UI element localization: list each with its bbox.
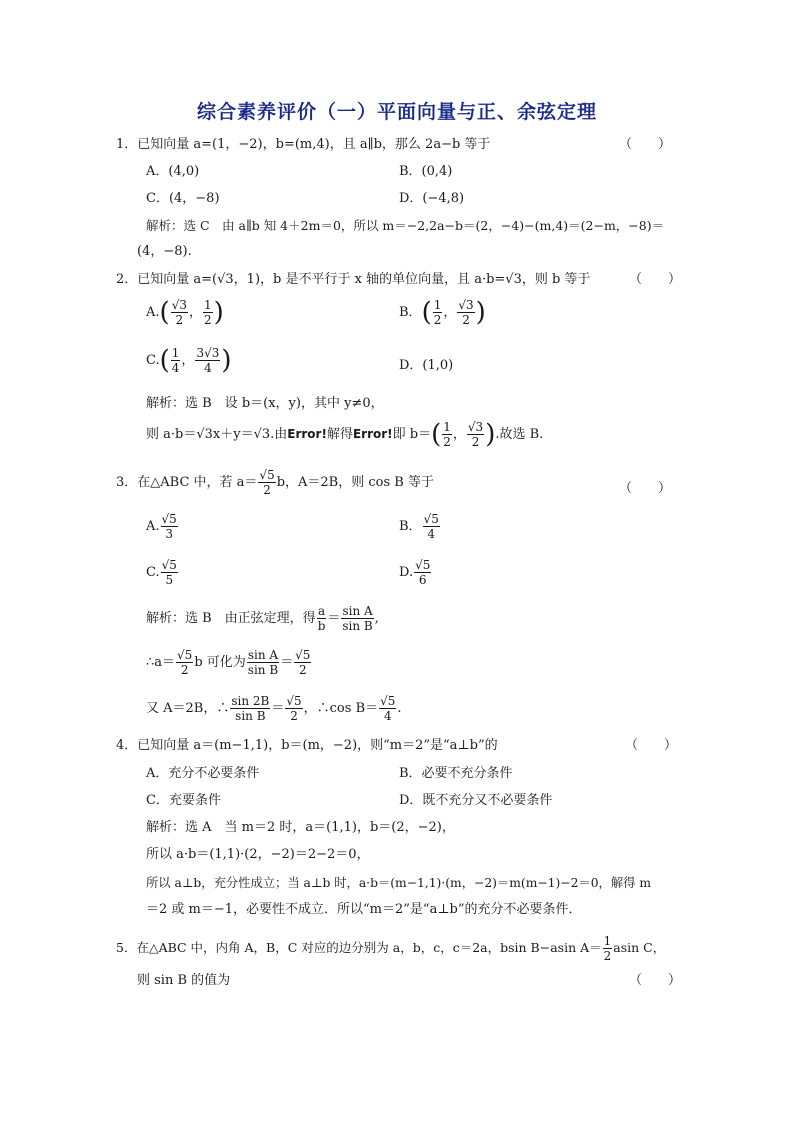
error-placeholder: Error! (287, 427, 327, 441)
numerator: √5 (161, 512, 177, 526)
numerator: √5 (259, 468, 275, 482)
numerator: √5 (380, 694, 396, 708)
fraction (161, 512, 178, 541)
denominator: 2 (175, 313, 184, 327)
numerator: √5 (161, 558, 177, 572)
fraction (603, 934, 613, 963)
fraction (379, 694, 396, 723)
numerator: 1 (171, 346, 180, 360)
fraction (176, 648, 193, 677)
q4-option-d: D．既不充分又不必要条件 (399, 793, 553, 808)
solution-text: 解得 (326, 427, 353, 442)
denominator: 4 (171, 361, 180, 375)
answer-blank-5: （ ） (629, 973, 682, 988)
denominator: 2 (203, 313, 212, 327)
numerator: sin A (247, 648, 279, 662)
fraction (161, 558, 178, 587)
numerator: √5 (286, 694, 302, 708)
denominator: b (317, 619, 326, 633)
q4-solution-line-4: ＝2 或 m＝−1，必要性不成立．所以“m＝2”是“a⊥b”的充分不必要条件． (146, 902, 582, 917)
denominator: sin B (342, 619, 373, 633)
denominator: 2 (443, 435, 451, 449)
stem-text: 3．在△ABC 中，若 a＝ (116, 475, 258, 490)
numerator: 1 (443, 420, 451, 434)
numerator: 1 (603, 934, 612, 948)
fraction (433, 298, 443, 327)
option-label: A. (146, 519, 160, 534)
fraction (258, 468, 275, 497)
q3-option-b (399, 512, 441, 541)
numerator: √3 (171, 298, 187, 312)
q2-option-a: A.( $\frac{√3}{2}$ ， $\frac{1}{2}$ ) (146, 297, 224, 328)
denominator: sin B (247, 663, 279, 677)
q1-option-d: D．(−4,8) (399, 191, 465, 206)
q1-solution-line-2: (4，−8). (137, 244, 192, 259)
q1-option-c: C．(4，−8) (146, 191, 220, 206)
denominator: 5 (165, 573, 174, 587)
fraction (285, 694, 302, 723)
denominator: 2 (462, 313, 470, 327)
q2-option-d: D．(1,0) (399, 358, 454, 373)
q2-option-b: B．( $\frac{1}{2}$ ， $\frac{√3}{2}$ ) (399, 297, 486, 328)
q3-option-d (399, 558, 432, 587)
question-2-stem: 2．已知向量 a=(√3，1)，b 是不平行于 x 轴的单位向量，且 a·b=√3，则 b 等于 (116, 272, 591, 287)
q1-option-b: B．(0,4) (399, 164, 453, 179)
q2-option-b-label: B． (399, 305, 422, 320)
q3-option-c (146, 558, 179, 587)
denominator: 2 (603, 949, 612, 963)
q2-option-c-label: C. (146, 353, 160, 368)
denominator: 4 (383, 709, 392, 723)
solution-text: ∴a＝ (146, 655, 176, 670)
q3-solution-line-2 (146, 648, 312, 677)
answer-blank-3: （ ） (619, 481, 672, 496)
solution-text: 解析：选 B 由正弦定理，得 (146, 611, 316, 626)
denominator: 6 (418, 573, 427, 587)
fraction (467, 420, 484, 449)
q4-solution-line-3: 所以 a⊥b，充分性成立；当 a⊥b 时，a·b＝(m−1,1)·(m，−2)＝m(m−1)−2＝0，解得 m (146, 876, 651, 890)
fraction (203, 298, 213, 327)
question-5-stem-line-1 (116, 934, 665, 963)
numerator: √5 (415, 558, 431, 572)
numerator: √5 (295, 648, 311, 662)
numerator: a (317, 604, 326, 618)
q4-option-a: A．充分不必要条件 (146, 766, 260, 781)
q1-option-a: A．(4,0) (146, 164, 200, 179)
question-5-stem-line-2: 则 sin B 的值为 (137, 973, 231, 988)
numerator: sin 2B (231, 694, 270, 708)
option-label: B． (399, 519, 422, 534)
equals-sign: ＝ (327, 611, 341, 626)
fraction (442, 420, 452, 449)
fraction (171, 298, 188, 327)
question-3-stem (116, 468, 434, 497)
q3-solution-line-1 (146, 604, 379, 633)
q2-solution-line-2: 则 a·b＝√3x＋y＝√3.由Error!解得Error!即 b＝( $\frac{1}{2}$ ， $\frac{√3}{2}$ ).故选 B. (146, 419, 544, 450)
numerator: sin A (342, 604, 373, 618)
q4-option-b: B．必要不充分条件 (399, 766, 513, 781)
denominator: 4 (427, 527, 436, 541)
denominator: 2 (471, 435, 480, 449)
solution-text: , (374, 611, 379, 626)
denominator: 4 (204, 361, 212, 375)
q2-solution-line-1: 解析：选 B 设 b＝(x，y)，其中 y≠0， (146, 396, 384, 411)
denominator: 2 (298, 663, 307, 677)
q3-option-a (146, 512, 179, 541)
option-label: C. (146, 565, 160, 580)
solution-text: .故选 B. (495, 427, 544, 442)
q4-option-c: C．充要条件 (146, 793, 221, 808)
numerator: 1 (433, 298, 442, 312)
equals-sign: ＝ (271, 701, 285, 716)
numerator: √3 (467, 420, 484, 434)
equals-sign: ＝ (280, 655, 294, 670)
denominator: 2 (263, 483, 271, 497)
denominator: 2 (433, 313, 442, 327)
question-1-stem: 1．已知向量 a=(1，−2)，b=(m,4)，且 a∥b，那么 2a−b 等于 (116, 137, 491, 152)
fraction (457, 298, 474, 327)
fraction (195, 346, 220, 375)
fraction (341, 604, 373, 633)
solution-text: ，∴cos B＝ (303, 701, 379, 716)
stem-text: 5．在△ABC 中，内角 A，B，C 对应的边分别为 a，b，c，c＝2a，bsin B−asin A＝ (116, 940, 602, 955)
stem-text: asin C， (613, 940, 666, 955)
solution-text: 即 b＝ (392, 427, 432, 442)
denominator: 2 (180, 663, 189, 677)
denominator: sin B (235, 709, 266, 723)
fraction (414, 558, 431, 587)
error-placeholder: Error! (352, 427, 393, 441)
answer-blank-4: （ ） (625, 738, 678, 753)
solution-text: 则 a·b＝√3x＋y＝√3.由 (146, 427, 288, 442)
option-label: D. (399, 565, 414, 580)
fraction (247, 648, 279, 677)
denominator: 3 (165, 527, 173, 541)
q3-solution-line-3 (146, 694, 402, 723)
stem-text: b，A＝2B，则 cos B 等于 (276, 475, 434, 490)
fraction (294, 648, 311, 677)
numerator: 3√3 (196, 346, 220, 360)
solution-text: . (397, 701, 402, 716)
denominator: 2 (290, 709, 298, 723)
solution-text: 又 A＝2B，∴ (146, 701, 230, 716)
numerator: √5 (423, 512, 439, 526)
page-title: 综合素养评价（一）平面向量与正、余弦定理 (196, 101, 597, 123)
q2-option-a-label: A. (146, 305, 160, 320)
fraction (171, 346, 181, 375)
fraction (423, 512, 440, 541)
numerator: 1 (203, 298, 212, 312)
numerator: √3 (458, 298, 474, 312)
question-4-stem: 4．已知向量 a＝(m−1,1)，b＝(m，−2)，则“m＝2”是“a⊥b”的 (116, 738, 498, 753)
numerator: √5 (177, 648, 193, 662)
answer-blank-1: （ ） (619, 137, 672, 152)
solution-text: b 可化为 (194, 655, 246, 670)
q1-solution-line-1: 解析：选 C 由 a∥b 知 4＋2m＝0，所以 m＝−2,2a−b＝(2，−4)−(m,4)＝(2−m，−8)＝ (146, 218, 665, 233)
answer-blank-2: （ ） (629, 272, 682, 287)
fraction (317, 604, 327, 633)
q4-solution-line-1: 解析：选 A 当 m＝2 时，a＝(1,1)，b＝(2，−2)， (146, 820, 455, 835)
fraction (230, 694, 270, 723)
q4-solution-line-2: 所以 a·b＝(1,1)·(2，−2)＝2−2＝0， (146, 847, 370, 862)
q2-option-c: C.( $\frac{1}{4}$ ， $\frac{3√3}{4}$ ) (146, 345, 232, 376)
